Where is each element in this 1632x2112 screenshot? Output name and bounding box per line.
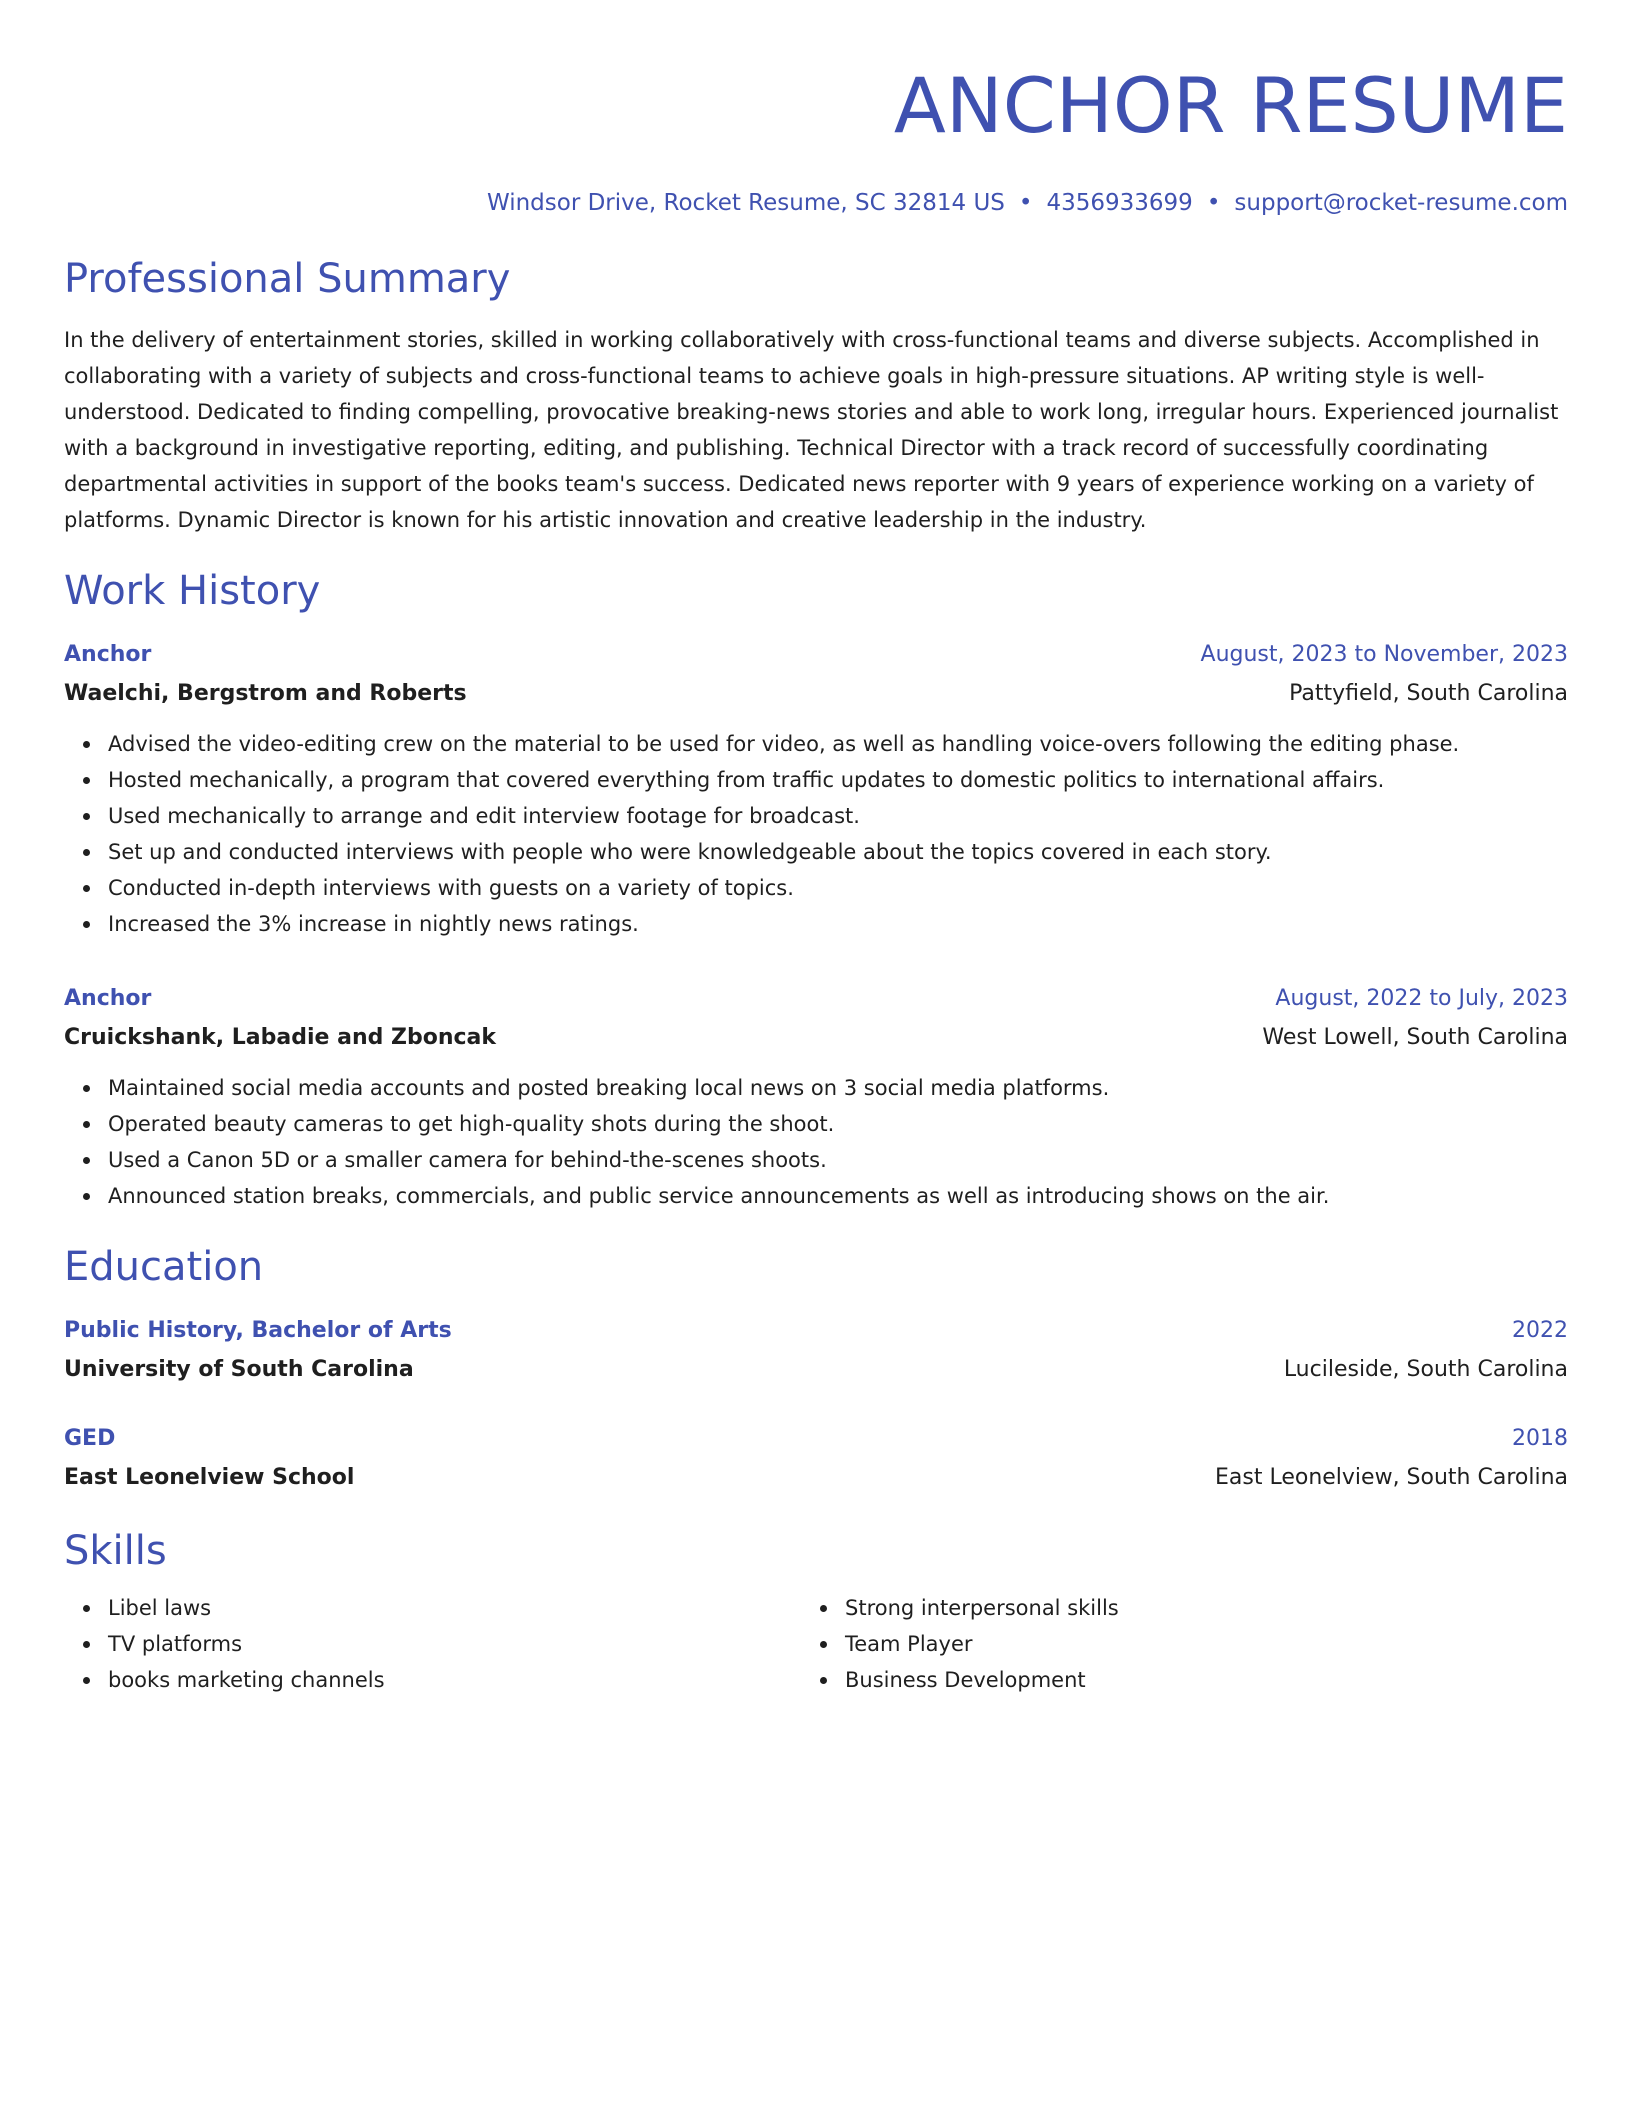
- candidate-name: ANCHOR RESUME: [893, 61, 1568, 150]
- skills-bullets: [801, 1590, 1538, 1698]
- education-degree: GED: [64, 1426, 116, 1451]
- job-bullets: [64, 1070, 1568, 1214]
- education-year: 2022: [1512, 1318, 1568, 1343]
- list-item: Used mechanically to arrange and edit interview footage for broadcast.: [108, 798, 1568, 834]
- skills-heading: Skills: [64, 1528, 167, 1574]
- contact-separator: •: [1206, 190, 1221, 216]
- skill-item: Strong interpersonal skills: [845, 1590, 1538, 1626]
- education-heading: Education: [64, 1244, 264, 1290]
- job-role: Anchor: [64, 986, 152, 1011]
- work-history-heading: Work History: [64, 568, 321, 614]
- list-item: Announced station breaks, commercials, and public service announcements as well as introducing shows on the air.: [108, 1178, 1568, 1214]
- education-entry: [64, 1312, 1568, 1390]
- job-employer: Cruickshank, Labadie and Zboncak: [64, 1025, 497, 1050]
- skill-item: Business Development: [845, 1662, 1538, 1698]
- contact-phone: 4356933699: [1046, 190, 1193, 216]
- job-location: West Lowell, South Carolina: [1262, 1025, 1568, 1050]
- skill-item: Team Player: [845, 1626, 1538, 1662]
- contact-address: Windsor Drive, Rocket Resume, SC 32814 US: [486, 190, 1005, 216]
- job-employer: Waelchi, Bergstrom and Roberts: [64, 681, 467, 706]
- contact-separator: •: [1018, 190, 1033, 216]
- list-item: Used a Canon 5D or a smaller camera for behind-the-scenes shoots.: [108, 1142, 1568, 1178]
- list-item: Advised the video-editing crew on the material to be used for video, as well as handling voice-overs following the editing phase.: [108, 726, 1568, 762]
- list-item: Operated beauty cameras to get high-quality shots during the shoot.: [108, 1106, 1568, 1142]
- job-location: Pattyfield, South Carolina: [1289, 681, 1568, 706]
- skill-item: books marketing channels: [108, 1662, 801, 1698]
- resume-header: [64, 60, 1568, 218]
- education-year: 2018: [1512, 1426, 1568, 1451]
- list-item: Hosted mechanically, a program that covered everything from traffic updates to domestic politics to international affairs.: [108, 762, 1568, 798]
- job-bullets: [64, 726, 1568, 942]
- list-item: Set up and conducted interviews with people who were knowledgeable about the topics covered in each story.: [108, 834, 1568, 870]
- skills-column-left: [64, 1590, 801, 1698]
- contact-email[interactable]: support@rocket-resume.com: [1234, 190, 1568, 216]
- skills-bullets: [64, 1590, 801, 1698]
- education-school: University of South Carolina: [64, 1357, 414, 1382]
- skills-list: [64, 1590, 1568, 1698]
- contact-line: [64, 188, 1568, 218]
- education-entry: [64, 1420, 1568, 1498]
- work-entry: [64, 980, 1568, 1214]
- education-location: East Leonelview, South Carolina: [1214, 1465, 1568, 1490]
- skill-item: Libel laws: [108, 1590, 801, 1626]
- list-item: Maintained social media accounts and posted breaking local news on 3 social media platforms.: [108, 1070, 1568, 1106]
- education-school: East Leonelview School: [64, 1465, 355, 1490]
- skills-column-right: [801, 1590, 1538, 1698]
- summary-text: In the delivery of entertainment stories, skilled in working collaboratively with cross-functional teams and diverse subjects. Accomplished in collaborating with a variety of subjects and cross-functional teams to achieve goals in high-pressure situations. AP writing style is well-understood. Dedicated to finding compelling, provocative breaking-news stories and able to work long, irregular hours. Experienced journalist with a background in investigative reporting, editing, and publishing. Technical Director with a track record of successfully coordinating departmental activities in support of the books team's success. Dedicated news reporter with 9 years of experience working on a variety of platforms. Dynamic Director is known for his artistic innovation and creative leadership in the industry.: [64, 328, 1559, 532]
- job-dates: August, 2023 to November, 2023: [1200, 642, 1568, 667]
- summary-heading: Professional Summary: [64, 256, 511, 302]
- job-dates: August, 2022 to July, 2023: [1275, 986, 1568, 1011]
- list-item: Increased the 3% increase in nightly news ratings.: [108, 906, 1568, 942]
- list-item: Conducted in-depth interviews with guests on a variety of topics.: [108, 870, 1568, 906]
- skill-item: TV platforms: [108, 1626, 801, 1662]
- education-degree: Public History, Bachelor of Arts: [64, 1318, 452, 1343]
- education-location: Lucileside, South Carolina: [1283, 1357, 1568, 1382]
- job-role: Anchor: [64, 642, 152, 667]
- work-entry: [64, 636, 1568, 942]
